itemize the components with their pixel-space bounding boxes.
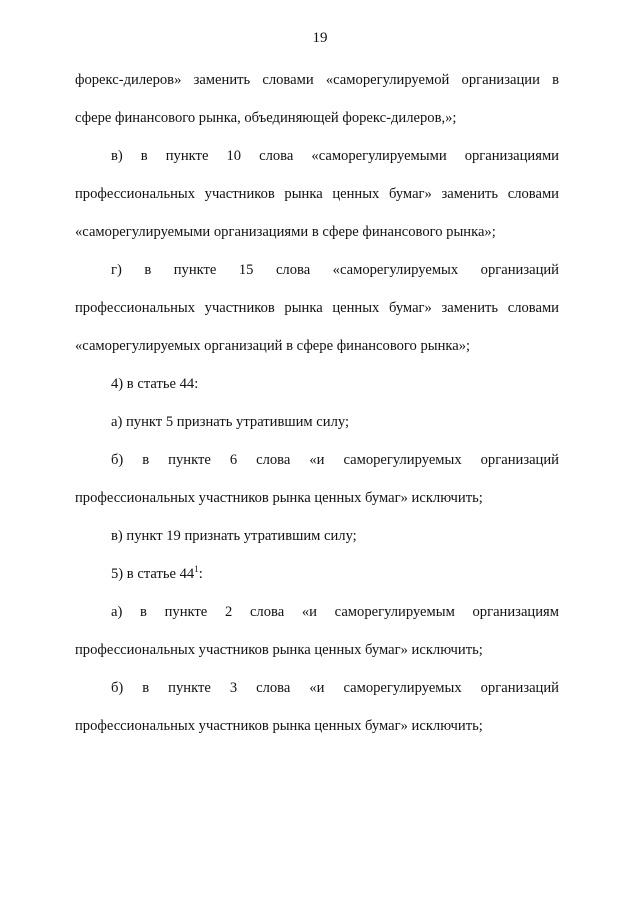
text-line: форекс-дилеров» заменить словами «саморегулируемой организации в xyxy=(75,72,559,88)
text-line: «саморегулируемых организаций в сфере финансового рынка»; xyxy=(75,338,471,354)
text-line: профессиональных участников рынка ценных бумаг» исключить; xyxy=(75,718,483,734)
text-line: профессиональных участников рынка ценных бумаг» исключить; xyxy=(75,642,483,658)
text-line: г) в пункте 15 слова «саморегулируемых организаций xyxy=(111,262,559,278)
superscript: 1 xyxy=(194,564,199,575)
text-line: профессиональных участников рынка ценных бумаг» заменить словами xyxy=(75,300,559,316)
text-line: б) в пункте 3 слова «и саморегулируемых организаций xyxy=(111,680,559,696)
text-line-tail: : xyxy=(198,566,203,582)
text-line-main: 5) в статье 44 xyxy=(111,566,195,582)
text-line: в) в пункте 10 слова «саморегулируемыми организациями xyxy=(111,148,559,164)
text-line: «саморегулируемыми организациями в сфере финансового рынка»; xyxy=(75,224,496,240)
page-number: 19 xyxy=(312,30,328,46)
text-line: профессиональных участников рынка ценных бумаг» исключить; xyxy=(75,490,483,506)
text-line: в) пункт 19 признать утратившим силу; xyxy=(111,528,357,544)
text-line xyxy=(111,564,559,584)
text-line: б) в пункте 6 слова «и саморегулируемых организаций xyxy=(111,452,559,468)
text-line: сфере финансового рынка, объединяющей форекс-дилеров,»; xyxy=(75,110,457,126)
text-line: профессиональных участников рынка ценных бумаг» заменить словами xyxy=(75,186,559,202)
text-line: а) пункт 5 признать утратившим силу; xyxy=(111,414,350,430)
text-line: 4) в статье 44: xyxy=(111,376,199,392)
text-line: а) в пункте 2 слова «и саморегулируемым организациям xyxy=(111,604,559,620)
